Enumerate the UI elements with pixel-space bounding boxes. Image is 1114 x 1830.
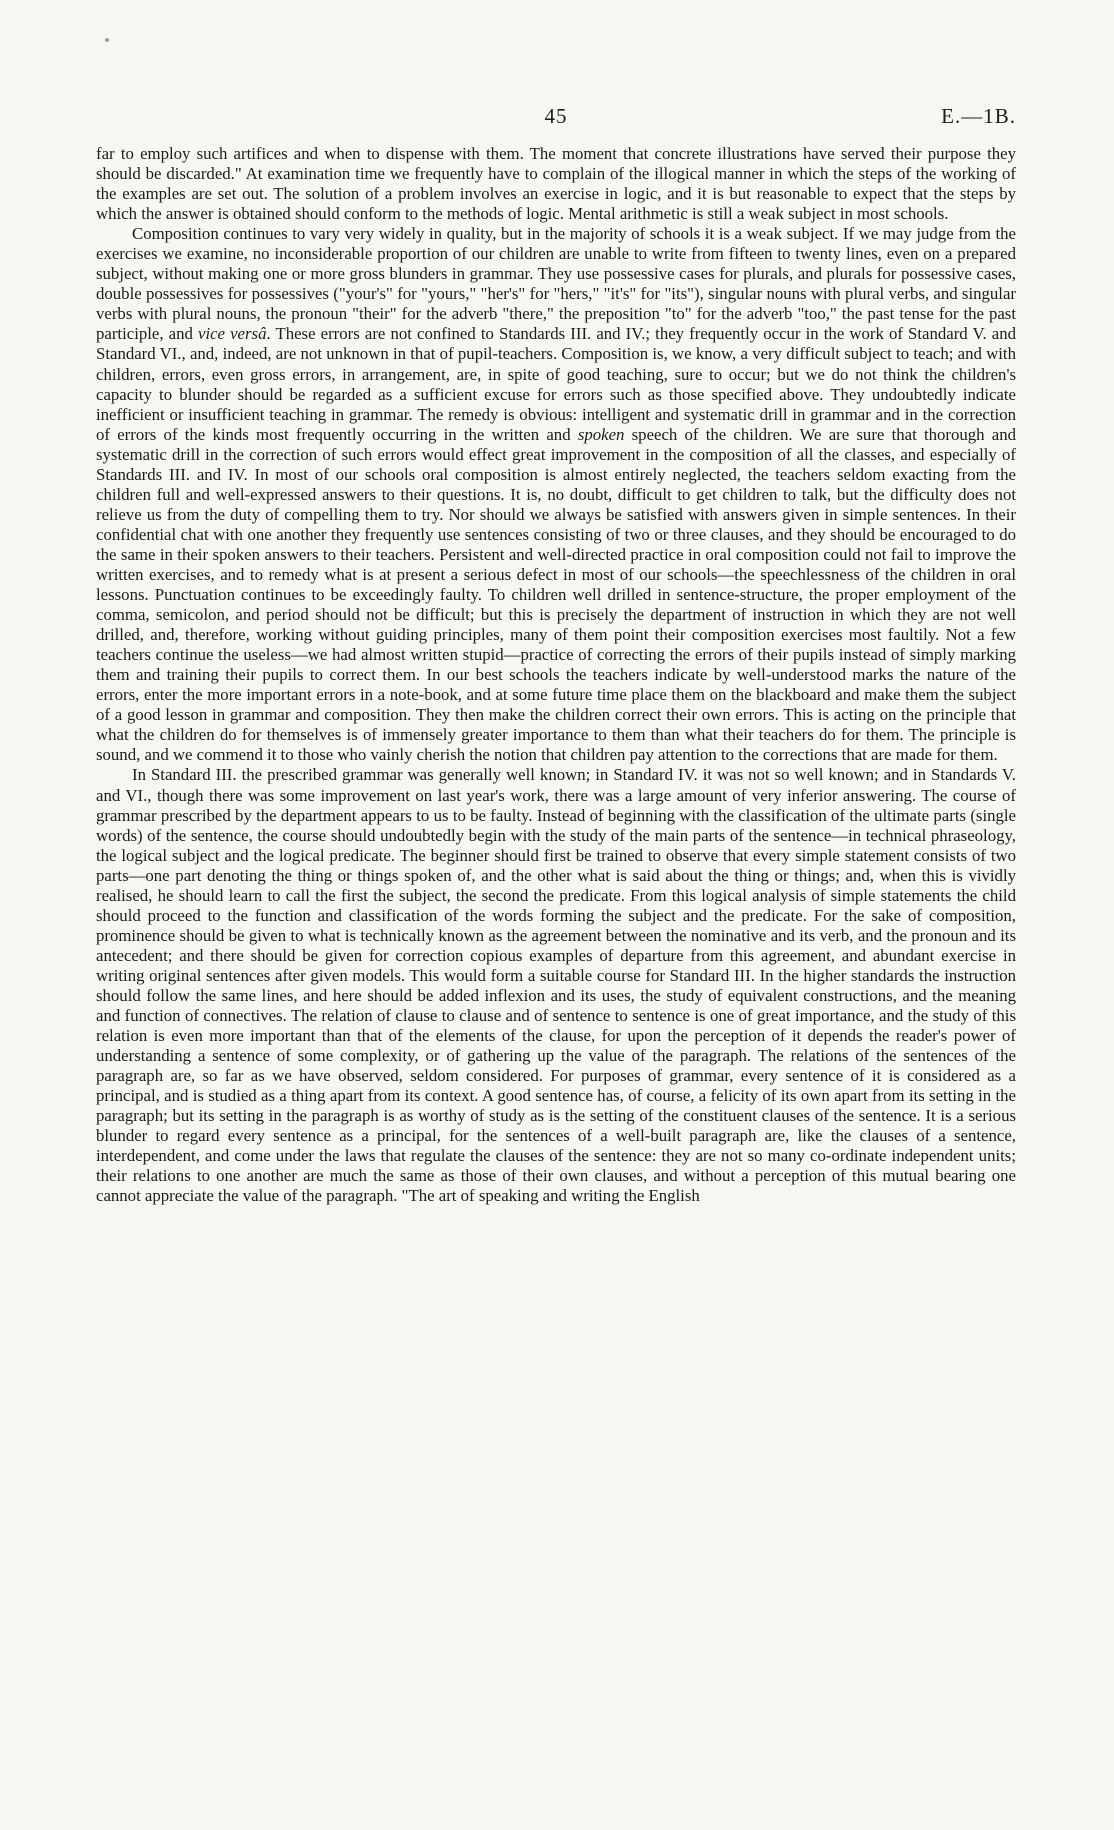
page-header xyxy=(96,104,1016,132)
document-code: E.—1B. xyxy=(941,104,1016,128)
body-text xyxy=(96,144,1016,1206)
text-run: . These errors are not confined to Standards III. and IV.; they frequently occur in the work of Standard V. and Standard VI., and, indeed, are not unknown in that of pupil-teachers. Composition is, we know, a very difficult subject to teach; and with children, errors, even gross errors, in arrangement, are, in spite of good teaching, sure to occur; but we do not think the children's capacity to blunder should be regarded as a sufficient excuse for errors such as those specified above. They undoubtedly indicate inefficient or insufficient teaching in grammar. The remedy is obvious: intelligent and systematic drill in grammar and in the correction of errors of the kinds most frequently occurring in the written and xyxy=(96,324,1016,444)
paper-mark xyxy=(105,38,109,42)
paragraph xyxy=(96,144,1016,224)
text-run: far to employ such artifices and when to dispense with them. The moment that concrete illustrations have served their purpose they should be discarded." At examination time we frequently have to complain of the illogical manner in which the steps of the working of the examples are set out. The solution of a problem involves an exercise in logic, and it is but reasonable to expect that the steps by which the answer is obtained should conform to the methods of logic. Mental arithmetic is still a weak subject in most schools. xyxy=(96,144,1016,224)
text-run: speech of the children. We are sure that thorough and systematic drill in the correction of such errors would effect great improvement in the composition of all the classes, and especially of Standards III. and IV. In most of our schools oral composition is almost entirely neglected, the teachers seldom exacting from the children full and well-expressed answers to their questions. It is, no doubt, difficult to get children to talk, but the difficulty does not relieve us from the duty of compelling them to try. Nor should we always be satisfied with answers given in simple sentences. In their confidential chat with one another they frequently use sentences consisting of two or three clauses, and they should be encouraged to do the same in their spoken answers to their teachers. Persistent and well-directed practice in oral composition could not fail to improve the written exercises, and to remedy what is at present a serious defect in most of our schools—the speechlessness of the children in oral lessons. Punctuation continues to be exceedingly faulty. To children well drilled in sentence-structure, the proper employment of the comma, semicolon, and period should not be difficult; but this is precisely the department of instruction in which they are not well drilled, and, therefore, working without guiding principles, many of them point their composition exercises most faultily. Not a few teachers continue the useless—we had almost written stupid—practice of correcting the errors of their pupils instead of simply marking them and training their pupils to correct them. In our best schools the teachers indicate by well-understood marks the nature of the errors, enter the more important errors in a note-book, and at some future time place them on the blackboard and make them the subject of a good lesson in grammar and composition. They then make the children correct their own errors. This is acting on the principle that what the children do for themselves is of immensely greater importance to them than what their teachers do for them. The principle is sound, and we commend it to those who vainly cherish the notion that children pay attention to the corrections that are made for them. xyxy=(96,424,1017,765)
text-run: Composition continues to vary very widely in quality, but in the majority of schools it is a weak subject. If we may judge from the exercises we examine, no inconsiderable proportion of our children are unable to write from fifteen to twenty lines, even on a prepared subject, without making one or more gross blunders in grammar. They use possessive cases for plurals, and plurals for possessive cases, double possessives for possessives ("your's" for "yours," "her's" for "hers," "it's" for "its"), singular nouns with plural verbs, and singular verbs with plural nouns, the pronoun "their" for the adverb "there," the preposition "to" for the adverb "too," the past tense for the past participle, and xyxy=(96,224,1016,344)
italic-word: spoken xyxy=(577,424,625,444)
italic-phrase: vice versâ xyxy=(198,324,267,344)
paragraph xyxy=(96,765,1016,1206)
paragraph xyxy=(96,224,1016,765)
text-run: In Standard III. the prescribed grammar was generally well known; in Standard IV. it was not so well known; and in Standards V. and VI., though there was some improvement on last year's work, there was a large amount of very inferior answering. The course of grammar prescribed by the department appears to us to be faulty. Instead of beginning with the classification of the ultimate parts (single words) of the sentence, the course should undoubtedly begin with the study of the main parts of the sentence—in technical phraseology, the logical subject and the logical predicate. The beginner should first be trained to observe that every simple statement consists of two parts—one part denoting the thing or things spoken of, and the other what is said about the thing or things; and, when this is vividly realised, he should learn to call the first the subject, the second the predicate. From this logical analysis of simple statements the child should proceed to the function and classification of the words forming the subject and the predicate. For the sake of composition, prominence should be given to what is technically known as the agreement between the nominative and its verb, and the pronoun and its antecedent; and there should be given for correction copious examples of departure from this agreement, and abundant exercise in writing original sentences after given models. This would form a suitable course for Standard III. In the higher standards the instruction should follow the same lines, and here should be added inflexion and its uses, the study of equivalent constructions, and the meaning and function of connectives. The relation of clause to clause and of sentence to sentence is one of great importance, and the study of this relation is even more important than that of the elements of the clause, for upon the perception of it depends the reader's power of understanding a sentence of some complexity, or of gathering up the value of the paragraph. The relations of the sentences of the paragraph are, so far as we have observed, seldom considered. For purposes of grammar, every sentence of it is considered as a principal, and is studied as a thing apart from its context. A good sentence has, of course, a felicity of its own apart from its setting in the paragraph; but its setting in the paragraph is as worthy of study as is the setting of the constituent clauses of the sentence. It is a serious blunder to regard every sentence as a principal, for the sentences of a well-built paragraph are, like the clauses of a sentence, interdependent, and come under the laws that regulate the clauses of the sentence: they are not so many co-ordinate independent units; their relations to one another are much the same as those of their own clauses, and without a perception of this mutual bearing one cannot appreciate the value of the paragraph. "The art of speaking and writing the English xyxy=(96,765,1016,1206)
page-number: 45 xyxy=(544,104,568,128)
